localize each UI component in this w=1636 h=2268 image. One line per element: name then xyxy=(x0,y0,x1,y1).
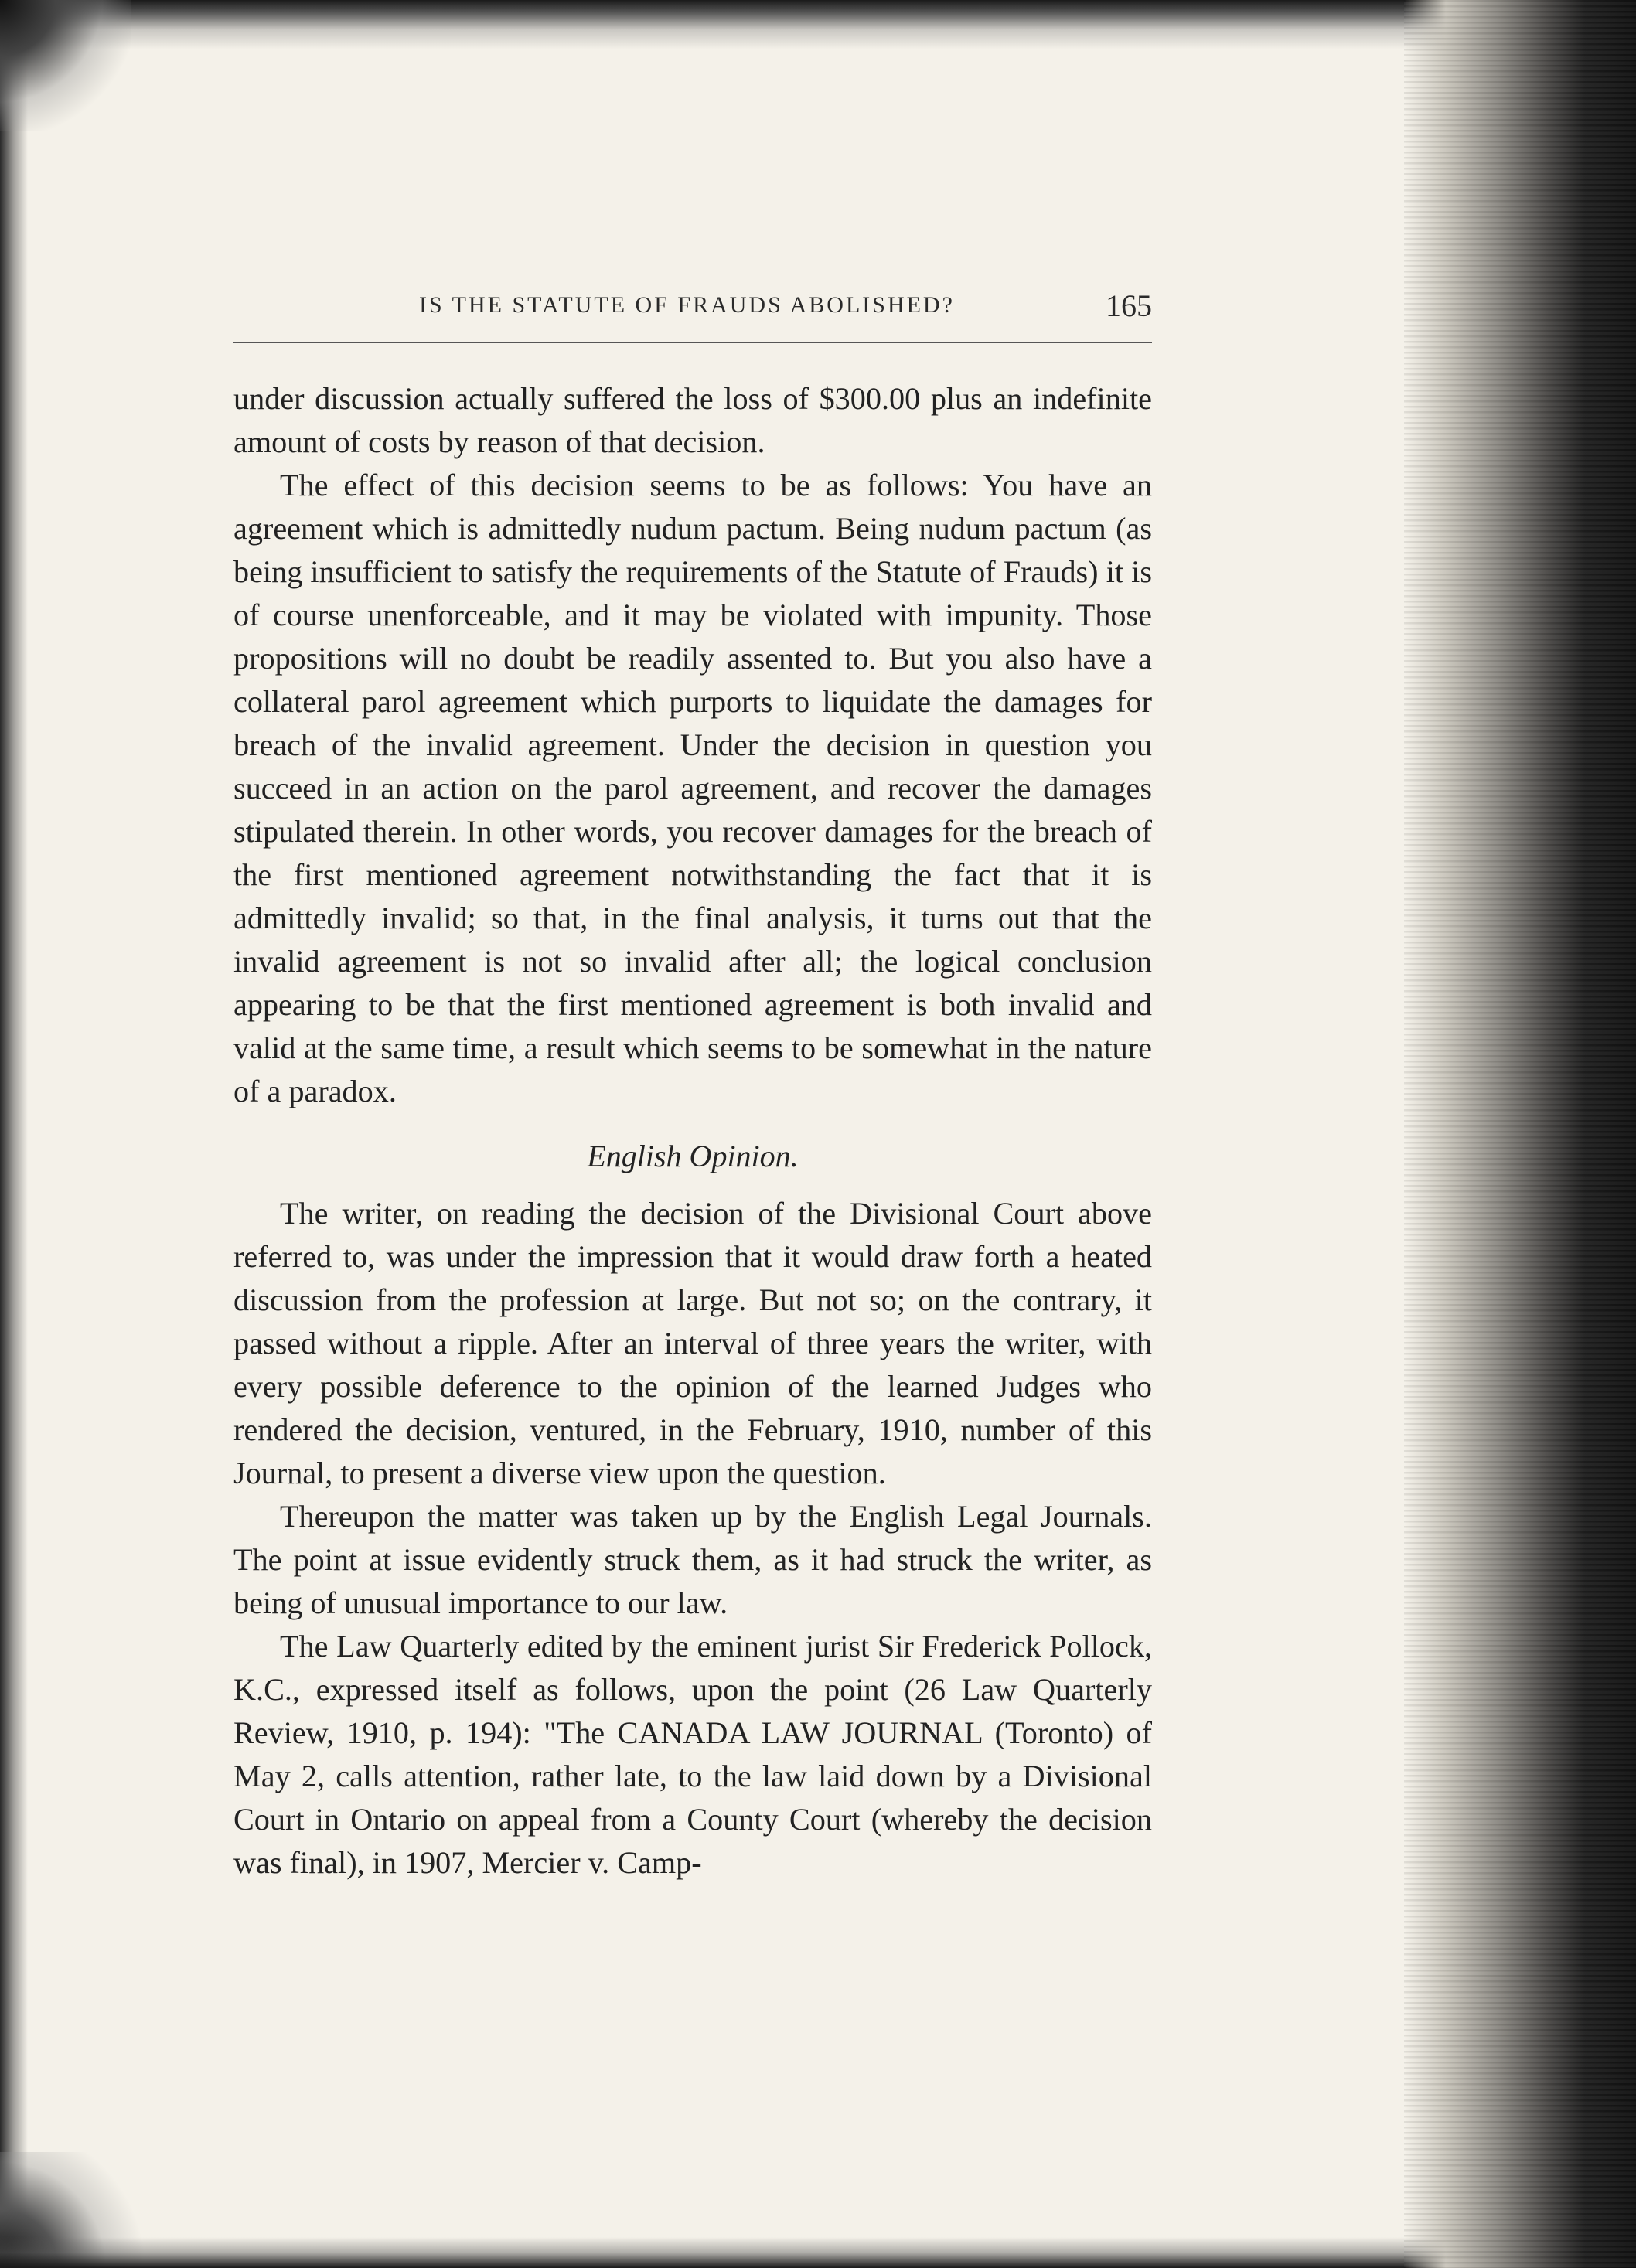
page-header xyxy=(233,288,1152,328)
book-binding-shadow xyxy=(1404,0,1636,2268)
section-heading: English Opinion. xyxy=(587,1139,799,1173)
paragraph-5: The Law Quarterly edited by the eminent jurist Sir Frederick Pollock, K.C., expressed itself as follows, upon the point (26 Law Quarterly Review, 1910, p. 194): "The CANADA LAW JOURNAL (Toronto) of May 2, calls attention, rather late, to the law laid down by a Divisional Court in Ontario on appeal from a County Court (whereby the decision was final), in 1907, Mercier v. Camp- xyxy=(233,1629,1152,1880)
paragraph-1: under discussion actually suffered the loss of $300.00 plus an indefinite amount of costs by reason of that decision. xyxy=(233,381,1152,459)
paragraph-2: The effect of this decision seems to be as follows: You have an agreement which is admittedly nudum pactum. Being nudum pactum (as being insufficient to satisfy the requirements of the Statute of Frauds) it is of course unenforceable, and it may be violated with impunity. Those propositions will no doubt be readily assented to. But you also have a collateral parol agreement which purports to liquidate the damages for breach of the invalid agreement. Under the decision in question you succeed in an action on the parol agreement, and recover the damages stipulated therein. In other words, you recover damages for the breach of the first mentioned agreement notwithstanding the fact that it is admittedly invalid; so that, in the final analysis, it turns out that the invalid agreement is not so invalid after all; the logical conclusion appearing to be that the first mentioned agreement is both invalid and valid at the same time, a result which seems to be somewhat in the nature of a paradox. xyxy=(233,468,1152,1108)
scan-corner-top-left xyxy=(0,0,131,131)
paragraph-3: The writer, on reading the decision of the Divisional Court above referred to, was under the impression that it would draw forth a heated discussion from the profession at large. But not so; on the contrary, it passed without a ripple. After an interval of three years the writer, with every possible deference to the opinion of the learned Judges who rendered the decision, ventured, in the February, 1910, number of this Journal, to present a diverse view upon the question. xyxy=(233,1196,1152,1490)
scan-edge-top xyxy=(0,0,1636,49)
paragraph-4: Thereupon the matter was taken up by the English Legal Journals. The point at issue evidently struck them, as it had struck the writer, as being of unusual importance to our law. xyxy=(233,1499,1152,1620)
page-content xyxy=(233,288,1152,1885)
header-rule xyxy=(233,342,1152,343)
scan-edge-left xyxy=(0,0,28,2268)
scan-edge-bottom xyxy=(0,2237,1636,2268)
page-number: 165 xyxy=(1106,288,1152,323)
running-title: IS THE STATUTE OF FRAUDS ABOLISHED? xyxy=(419,292,955,318)
